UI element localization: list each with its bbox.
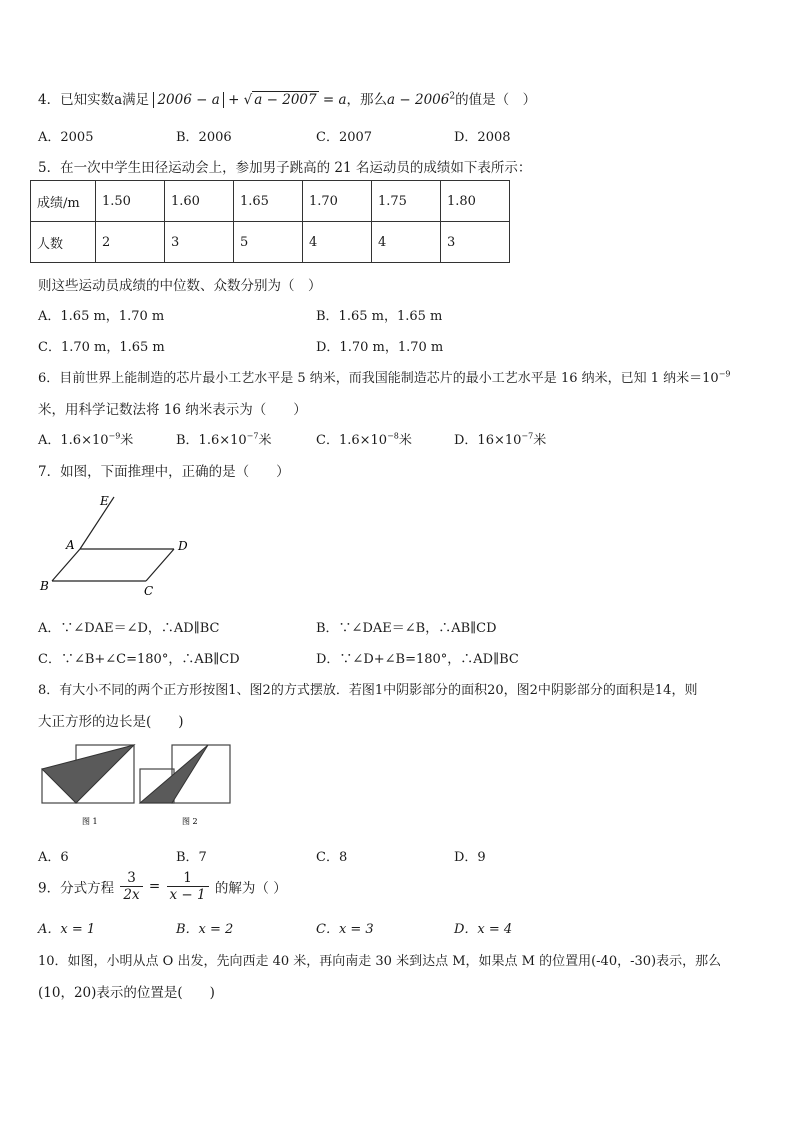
q9-option-a[interactable]: A．x = 1 — [38, 922, 96, 937]
q6-option-d[interactable]: D．$16\times 10^{-7}$米 — [454, 431, 547, 448]
table-cell: 1.80 — [441, 181, 510, 222]
line-dc — [146, 549, 174, 581]
line-ab — [52, 549, 80, 581]
q5-option-a[interactable]: A．1.65 m，1.70 m — [38, 309, 165, 324]
label-b: B — [40, 579, 49, 593]
table-cell: 3 — [165, 222, 234, 263]
fraction-right: $\frac{1}{x - 1}$ — [167, 870, 209, 903]
q10-stem-line2: (10，20)表示的位置是( ) — [38, 985, 215, 1001]
q6-option-a[interactable]: A．$1.6\times 10^{-9}$米 — [38, 431, 134, 448]
q7-option-d[interactable]: D．∵∠D+∠B=180°，∴AD∥BC — [316, 652, 519, 667]
q7-stem: 7．如图，下面推理中，正确的是（ ） — [38, 464, 290, 480]
table-row — [31, 181, 510, 222]
q7-option-c[interactable]: C．∵∠B+∠C=180°，∴AB∥CD — [38, 652, 240, 667]
q6-option-b[interactable]: B．$1.6\times 10^{-7}$米 — [176, 431, 272, 448]
abs-value-expression: 2006 − a — [153, 92, 223, 108]
table-cell: 成绩/m — [31, 181, 96, 222]
table-cell: 1.60 — [165, 181, 234, 222]
q5-stem: 5．在一次中学生田径运动会上，参加男子跳高的 21 名运动员的成绩如下表所示： — [38, 160, 532, 176]
sqrt-symbol-icon: √ — [243, 92, 253, 108]
sqrt-expression: a − 2007 — [254, 92, 317, 108]
label-e: E — [100, 494, 109, 508]
table-cell: 人数 — [31, 222, 96, 263]
fraction-left: $\frac{3}{2x}$ — [120, 870, 142, 903]
fig2-caption: 图 2 — [182, 817, 198, 826]
score-table — [30, 180, 510, 263]
line-ae — [80, 497, 114, 549]
q9-option-d[interactable]: D．x = 4 — [454, 922, 513, 937]
table-cell: 2 — [96, 222, 165, 263]
table-cell: 3 — [441, 222, 510, 263]
q7-option-b[interactable]: B．∵∠DAE＝∠B，∴AB∥CD — [316, 621, 497, 636]
q5-ask: 则这些运动员成绩的中位数、众数分别为（ ） — [38, 278, 322, 294]
q9-option-b[interactable]: B．x = 2 — [176, 922, 234, 937]
q6-stem-line1: 6．目前世界上能制造的芯片最小工艺水平是 5 纳米，而我国能制造芯片的最小工艺水平是 16 纳米，已知 1 纳米$=10^{-9}$ — [38, 369, 731, 386]
fig1-shaded-region — [42, 745, 134, 803]
q8-stem-line1: 8．有大小不同的两个正方形按图1、图2的方式摆放．若图1中阴影部分的面积20，图2中阴影部分的面积是14，则 — [38, 683, 698, 698]
table-cell: 1.70 — [303, 181, 372, 222]
table-row — [31, 222, 510, 263]
q4-option-d[interactable]: D．2008 — [454, 130, 511, 145]
fig1-caption: 图 1 — [82, 817, 98, 826]
table-cell: 4 — [303, 222, 372, 263]
squares-figure — [40, 742, 235, 832]
table-cell: 1.75 — [372, 181, 441, 222]
q4-stem: 4．已知实数a满足 2006 − a + √ a − 2007 = a，那么$a - 2006^2$的值是（ ） — [38, 91, 537, 108]
q5-option-d[interactable]: D．1.70 m，1.70 m — [316, 340, 444, 355]
q8-option-a[interactable]: A．6 — [38, 850, 69, 865]
table-cell: 1.50 — [96, 181, 165, 222]
q4-option-a[interactable]: A．2005 — [38, 130, 94, 145]
label-a: A — [66, 538, 75, 552]
label-c: C — [144, 584, 154, 598]
q8-option-d[interactable]: D．9 — [454, 850, 486, 865]
q9-option-c[interactable]: C．x = 3 — [316, 922, 374, 937]
q4-option-b[interactable]: B．2006 — [176, 130, 232, 145]
q4-option-c[interactable]: C．2007 — [316, 130, 373, 145]
table-cell: 1.65 — [234, 181, 303, 222]
label-d: D — [178, 539, 188, 553]
q5-option-c[interactable]: C．1.70 m，1.65 m — [38, 340, 165, 355]
q5-option-b[interactable]: B．1.65 m，1.65 m — [316, 309, 443, 324]
q8-stem-line2: 大正方形的边长是( ) — [38, 714, 184, 730]
q9-stem: 9．分式方程 $\frac{3}{2x}$ = $\frac{1}{x - 1}$ 的解为（ ） — [38, 870, 287, 903]
q8-option-b[interactable]: B．7 — [176, 850, 207, 865]
parallelogram-figure — [36, 492, 206, 602]
table-cell: 4 — [372, 222, 441, 263]
q7-option-a[interactable]: A．∵∠DAE＝∠D，∴AD∥BC — [38, 621, 220, 636]
table-cell: 5 — [234, 222, 303, 263]
q8-option-c[interactable]: C．8 — [316, 850, 348, 865]
q6-option-c[interactable]: C．$1.6\times 10^{-8}$米 — [316, 431, 412, 448]
q10-stem-line1: 10．如图，小明从点 O 出发，先向西走 40 米，再向南走 30 米到达点 M，如果点 M 的位置用(-40，-30)表示，那么 — [38, 954, 722, 969]
q6-stem-line2: 米，用科学记数法将 16 纳米表示为（ ） — [38, 402, 307, 418]
fig2-shaded-region — [140, 745, 208, 803]
